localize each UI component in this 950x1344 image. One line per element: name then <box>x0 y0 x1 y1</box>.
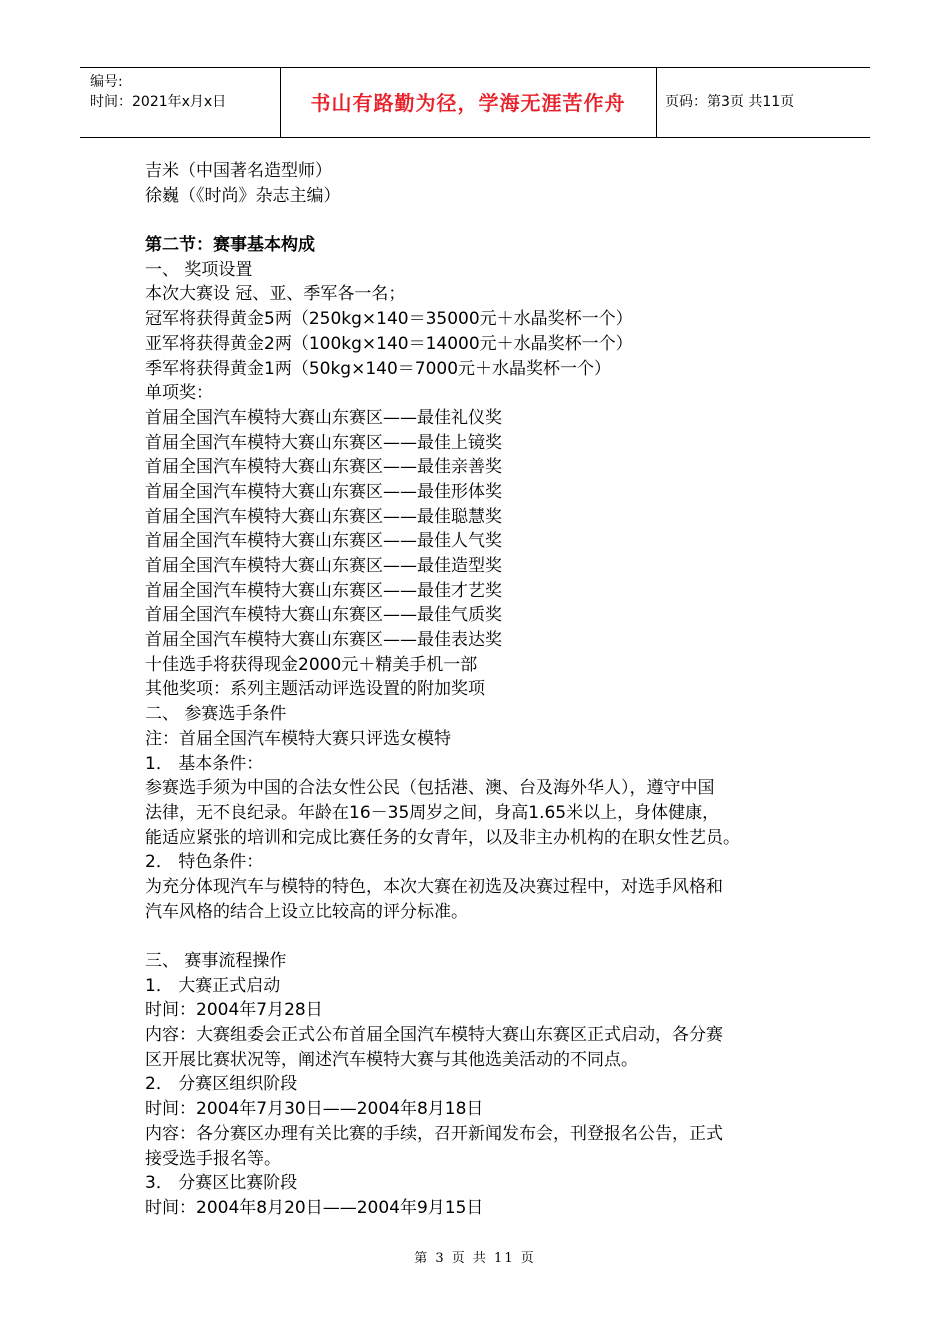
text-line: 为充分体现汽车与模特的特色，本次大赛在初选及决赛过程中，对选手风格和 <box>145 876 723 897</box>
text-line: 法律，无不良纪录。年龄在16－35周岁之间，身高1.65米以上，身体健康， <box>145 802 720 823</box>
text-line: 亚军将获得黄金2两（100kg×140＝14000元＋水晶奖杯一个） <box>145 333 633 354</box>
section-heading: 第二节：赛事基本构成 <box>145 235 315 256</box>
text-line: 内容：各分赛区办理有关比赛的手续，召开新闻发布会，刊登报名公告，正式 <box>145 1123 723 1144</box>
text-line: 二、 参赛选手条件 <box>145 704 287 725</box>
text-line: 时间：2004年8月20日——2004年9月15日 <box>145 1197 484 1218</box>
text-line: 首届全国汽车模特大赛山东赛区——最佳形体奖 <box>145 481 502 502</box>
text-line: 首届全国汽车模特大赛山东赛区——最佳才艺奖 <box>145 580 502 601</box>
text-line: 徐巍（《时尚》杂志主编） <box>145 185 341 206</box>
text-line: 1． 大赛正式启动 <box>145 975 281 996</box>
text-line: 1． 基本条件： <box>145 753 264 774</box>
document-body <box>145 159 835 1221</box>
blank-line <box>145 924 835 949</box>
header-motto: 书山有路勤为径，学海无涯苦作舟 <box>310 91 626 115</box>
text-line: 2． 特色条件： <box>145 852 264 873</box>
text-line: 区开展比赛状况等，阐述汽车模特大赛与其他选美活动的不同点。 <box>145 1049 638 1070</box>
text-line: 时间：2004年7月30日——2004年8月18日 <box>145 1099 484 1120</box>
text-line: 注：首届全国汽车模特大赛只评选女模特 <box>145 728 451 749</box>
text-line: 其他奖项：系列主题活动评选设置的附加奖项 <box>145 679 485 700</box>
text-line: 汽车风格的结合上设立比较高的评分标准。 <box>145 901 468 922</box>
text-line: 能适应紧张的培训和完成比赛任务的女青年，以及非主办机构的在职女性艺员。 <box>145 827 740 848</box>
text-line: 首届全国汽车模特大赛山东赛区——最佳亲善奖 <box>145 457 502 478</box>
text-line: 十佳选手将获得现金2000元＋精美手机一部 <box>145 654 478 675</box>
text-line: 季军将获得黄金1两（50kg×140＝7000元＋水晶奖杯一个） <box>145 358 612 379</box>
text-line: 首届全国汽车模特大赛山东赛区——最佳礼仪奖 <box>145 407 502 428</box>
text-line: 吉米（中国著名造型师） <box>145 161 332 181</box>
header-left <box>90 72 226 112</box>
text-line: 本次大赛设 冠、亚、季军各一名； <box>145 284 406 305</box>
text-line: 冠军将获得黄金5两（250kg×140＝35000元＋水晶奖杯一个） <box>145 309 633 330</box>
text-line: 首届全国汽车模特大赛山东赛区——最佳气质奖 <box>145 605 502 626</box>
text-line: 三、 赛事流程操作 <box>145 951 287 971</box>
text-line: 一、 奖项设置 <box>145 259 253 280</box>
text-line: 首届全国汽车模特大赛山东赛区——最佳人气奖 <box>145 531 502 552</box>
time-label: 时间：2021年x月x日 <box>90 94 227 110</box>
text-line: 时间：2004年7月28日 <box>145 1000 323 1021</box>
text-line: 首届全国汽车模特大赛山东赛区——最佳聪慧奖 <box>145 506 502 527</box>
text-line: 首届全国汽车模特大赛山东赛区——最佳上镜奖 <box>145 432 502 453</box>
text-line: 参赛选手须为中国的合法女性公民（包括港、澳、台及海外华人），遵守中国 <box>145 778 715 799</box>
code-label: 编号: <box>90 74 123 90</box>
text-line: 3． 分赛区比赛阶段 <box>145 1173 298 1194</box>
text-line: 内容：大赛组委会正式公布首届全国汽车模特大赛山东赛区正式启动，各分赛 <box>145 1025 723 1046</box>
blank-line <box>145 208 835 233</box>
text-line: 2． 分赛区组织阶段 <box>145 1074 298 1095</box>
text-line: 接受选手报名等。 <box>145 1148 281 1169</box>
page-header <box>80 67 870 138</box>
header-page-info: 页码：第3页 共11页 <box>665 94 795 110</box>
header-divider <box>656 68 657 137</box>
page-footer: 第 3 页 共 11 页 <box>414 1251 536 1266</box>
text-line: 首届全国汽车模特大赛山东赛区——最佳造型奖 <box>145 556 502 576</box>
text-line: 首届全国汽车模特大赛山东赛区——最佳表达奖 <box>145 630 502 651</box>
text-line: 单项奖： <box>145 383 213 404</box>
